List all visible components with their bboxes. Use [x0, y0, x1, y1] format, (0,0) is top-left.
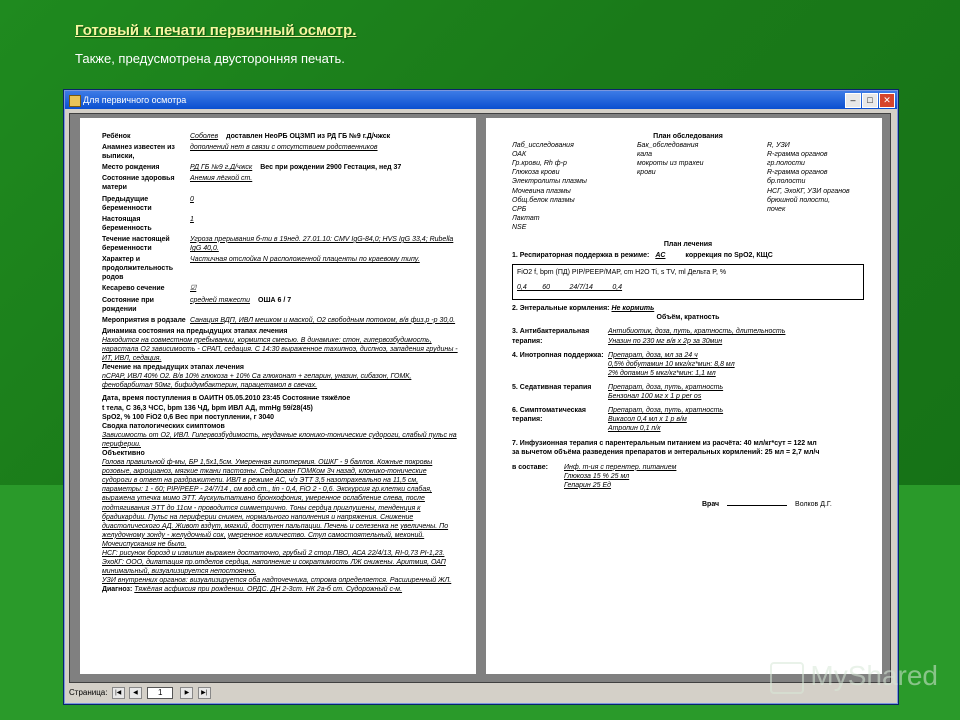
preview-area[interactable] — [69, 113, 891, 683]
page-label: Страница: — [69, 688, 108, 697]
field-label: Характер и продолжительность родов — [102, 256, 174, 282]
field-row — [102, 132, 458, 141]
watermark-text: MyShared — [810, 660, 938, 692]
minimize-button[interactable]: – — [845, 93, 861, 108]
dynamics-text: Находится на совместном пребывании, кормится смесью. В динамике: стон, гипервозбудимость, нарастала О2 зависимость - СРАП, седация. С 14:30 выраженное тахипноэ, диспноэ, западения грудины - ИТ, ИВЛ, седация. — [102, 336, 458, 363]
field-extra: ОША 6 / 7 — [258, 296, 292, 304]
objective-label: Объективно — [102, 450, 145, 457]
exam-item: гр.полости — [767, 160, 805, 168]
prev-page-button[interactable]: ◀ — [129, 687, 142, 699]
resp-support-label: 1. Респираторная поддержка в режиме: — [512, 252, 650, 260]
exam-item: бр.полости — [767, 178, 806, 186]
next-page-button[interactable]: ▶ — [180, 687, 193, 699]
exam-item: ОАК — [512, 151, 527, 159]
volume-title: Объём, кратность — [656, 314, 720, 322]
app-icon — [69, 95, 81, 107]
signature-line — [727, 505, 787, 506]
field-value — [190, 255, 458, 282]
exam-item: NSE — [512, 223, 527, 231]
page-right — [486, 118, 882, 674]
field-value-text: Соболев — [190, 133, 219, 140]
field-row — [102, 195, 458, 213]
field-value-text: средней тяжести — [190, 296, 251, 304]
exam-item: R, УЗИ — [767, 142, 790, 150]
exam-item: Лактат — [512, 214, 540, 222]
composition-item: Гепарин 25 Ед — [564, 481, 611, 489]
field-label: Ребёнок — [102, 133, 131, 140]
field-label: Кесарево сечение — [102, 285, 165, 293]
slide-subtitle: Также, предусмотрена двусторонняя печать. — [75, 51, 345, 66]
field-label: Состояние здоровья матери — [102, 175, 175, 192]
field-row — [102, 174, 458, 192]
field-row — [102, 163, 458, 172]
vitals-line-1: t тела, С 36,3 ЧСС, bpm 136 ЧД, bpm ИВЛ АД, mmHg 59/28(45) — [102, 404, 313, 412]
field-row — [102, 255, 458, 282]
therapy-item — [512, 383, 864, 401]
objective-text: Голова правильной ф-мы, БР 1,5х1,5см. Умеренная гипотермия. ОШКГ - 9 баллов. Кожные покровы розовые, акроцианоз, мягкие ткани пастозны. Седирован ГОМКом 3ч назад, клонико-тонические судороги в ответ на раздражители. ИВЛ в режиме AC, ч/з ЭТТ 3,5 назотрахеально на 11,5 см, параметры: 1 - 60; PIP/PEEP - 24/7/14 , см вод.ст., tin - 0,4, FiO 2 - 0,6. Экскурсия гр.клетки слабая, выражена утечка мимо ЭТТ. Аускультативно бронхофония, умеренное ослабление слева, после подтягивания ЭТТ до 11см - проводится симметрично. Тоны сердца приглушены, тенденция к брадикардии. Пульс на периферии снижен, нормального наполнения и напряжения. Снижение диастолического АД. Живот вздут, мягкий, доступен пальпации. Печень и селезенка не увеличены. По желудочному зонду - желудочный сок, умеренное количество. Стул самостоятельный, меконий. Мочеиспускания не было. — [102, 459, 449, 548]
field-row — [102, 235, 458, 253]
prev-treatment-text: nCPAP, ИВЛ 40% О2. В/в 10% глюкоза + 10% Са глюконат + гепарин, уназин, сибазон, ГОМК, фенобарбитал 50мг, бифидумбактерин, парацетамол в свечах. — [102, 373, 412, 390]
exam-item: Глюкоза крови — [512, 169, 560, 177]
window-titlebar[interactable] — [65, 91, 897, 109]
page-left — [80, 118, 476, 674]
watermark-icon — [770, 662, 804, 694]
left-fields — [102, 132, 458, 325]
field-value — [190, 195, 458, 213]
exam-item: почек — [767, 205, 786, 213]
field-row — [102, 296, 458, 314]
infusion-line-2: за вычетом объёма разведения препаратов и энтеральных кормлений: 25 мл = 2,7 мл/ч — [512, 449, 820, 457]
maximize-button[interactable]: □ — [862, 93, 878, 108]
admission-line: Дата, время поступления в ОАИТН 05.05.2010 23:45 Состояние тяжёлое — [102, 395, 351, 403]
resp-mode: AC — [655, 252, 666, 260]
field-value — [190, 174, 458, 192]
exam-item: R-грамма органов — [767, 151, 828, 159]
field-label: Мероприятия в родзале — [102, 316, 186, 324]
bacteriology-column — [637, 141, 767, 232]
exam-plan-title: План обследования — [653, 133, 723, 140]
field-value — [190, 143, 458, 161]
report-window — [64, 90, 898, 704]
watermark — [770, 660, 938, 694]
composition-list — [564, 463, 864, 490]
field-value-text: Анемия лёгкой ст. — [190, 175, 253, 183]
window-title: Для первичного осмотра — [83, 95, 187, 105]
doctor-label: Врач — [702, 500, 720, 508]
diagnosis-text: Тяжёлая асфиксия при рождении. ОРДС. ДН 2-3ст. НК 2а-б ст. Судорожный с-м. — [134, 586, 403, 594]
therapy-list — [512, 327, 864, 433]
field-value-text: Частичная отслойка N расположенной плаценты по краевому типу. — [190, 256, 420, 264]
vitals-line-2: SpO2, % 100 FiO2 0,6 Вес при поступлении, г 3040 — [102, 413, 275, 421]
therapy-item — [512, 327, 864, 345]
page-number-input[interactable]: 1 — [147, 687, 173, 699]
composition-item: Инф. т-ия с перентер. питанием — [564, 463, 677, 471]
diagnosis-label: Диагноз: — [102, 586, 133, 594]
exam-item: мокроты из трахеи — [637, 160, 704, 168]
exam-item: Бак_обследования — [637, 142, 699, 150]
syndromes-label: Сводка патологических симптомов — [102, 422, 225, 430]
field-value-text: Угроза прерывания б-ти в 19нед. 27.01.10: CMV IgG-84,0; HVS IgG 33,4; Rubella IgG 40,0. — [190, 235, 454, 253]
exam-item: R-грамма органов — [767, 169, 828, 177]
exam-plan-grid — [512, 141, 864, 232]
treatment-plan-title: План лечения — [663, 241, 713, 249]
exam-item: кала — [637, 151, 652, 159]
exam-item: Электролиты плазмы — [512, 178, 587, 186]
syndromes-text: Зависимость от О2, ИВЛ. Гипервозбудимость, неудачные клонико-тонические судороги, слабый пульс на периферии. — [102, 431, 457, 448]
field-label: Предыдущие беременности — [102, 195, 152, 212]
therapy-value: Препарат, доза, мл за 24 ч 0,5% добутамин 10 мкг/кг*мин: 8,8 мл 2% допамин 5 мкг/кг*мин: 1,1 мл — [608, 351, 735, 377]
enteral-value: Не кормить — [611, 305, 655, 313]
therapy-label: 5. Седативная терапия — [512, 383, 592, 391]
field-label: Течение настоящей беременности — [102, 235, 170, 253]
resp-params-header: FiO2 f, bpm (ПД) PIP/PEEP/MAP, cm H2O Ti, s TV, ml Дельта P, % — [517, 269, 727, 277]
field-label: Настоящая беременность — [102, 215, 152, 232]
exam-item: Гр.крови, Rh ф-р — [512, 160, 567, 168]
exam-item: брюшной полости, — [767, 196, 831, 204]
exam-item: крови — [637, 169, 656, 177]
therapy-label: 4. Инотропная поддержка: — [512, 351, 604, 359]
therapy-value: Препарат, доза, путь, кратность Викасол 0,4 мл х 1 р в/м Атропин 0,1 п/к — [608, 407, 724, 433]
last-page-button[interactable]: ▶| — [198, 687, 211, 699]
exam-item: Мочевина плазмы — [512, 187, 571, 195]
exam-item: СРБ — [512, 205, 527, 213]
therapy-item — [512, 351, 864, 378]
field-extra: доставлен НеоРБ ОЦЗМП из РД ГБ №9 г.Д/чжск — [226, 133, 391, 140]
exam-item: НСГ, ЭхоКГ, УЗИ органов — [767, 187, 850, 195]
field-value — [190, 132, 458, 141]
field-value-text: Санация ВДП, ИВЛ мешком и маской, О2 свободным потоком, в/в физ.р -р 30,0. — [190, 316, 456, 324]
doctor-name: Волков Д.Г. — [795, 500, 832, 508]
field-value-text: ☑ — [190, 285, 197, 293]
field-row — [102, 143, 458, 161]
field-label: Анамнез известен из выписки, — [102, 144, 175, 161]
field-value — [190, 296, 458, 314]
therapy-value: Препарат, доза, путь, кратность Бензонал 100 мг х 1 р per os — [608, 383, 724, 400]
close-button[interactable]: ✕ — [879, 93, 895, 108]
exam-item: Общ.белок плазмы — [512, 196, 575, 204]
composition-item: Глюкоза 15 % 25 мл — [564, 472, 630, 480]
statusbar — [69, 685, 211, 701]
field-label: Место рождения — [102, 164, 160, 172]
therapy-label: 3. Антибактериальная терапия: — [512, 328, 590, 345]
exam-item: Лаб_исследования — [512, 142, 574, 150]
dynamics-label: Динамика состояния на предыдущих этапах лечения — [102, 327, 288, 335]
field-label: Состояние при рождении — [102, 296, 154, 313]
therapy-item — [512, 406, 864, 433]
field-value — [190, 215, 458, 233]
field-extra: Вес при рождении 2900 Гестация, нед 37 — [260, 164, 402, 172]
field-value — [190, 316, 458, 325]
us-text: УЗИ внутренних органов: визуализируется оба надпочечника, строма определяется. Расширенный ЖЛ. — [102, 577, 452, 585]
field-row — [102, 316, 458, 325]
prev-treatment-label: Лечение на предыдущих этапах лечения — [102, 364, 245, 372]
resp-params-box — [512, 264, 864, 300]
nsg-text: НСГ: рисунок борозд и извилин выражен достаточно, грубый 2 стор.ПВО, АСА 22/4/13, RI-0,73 PI-1,23. — [102, 550, 445, 558]
slide-title: Готовый к печати первичный осмотр. — [75, 22, 357, 39]
composition-label: в составе: — [512, 463, 548, 471]
field-value — [190, 163, 458, 172]
therapy-label: 6. Симптоматическая терапия: — [512, 407, 587, 424]
enteral-label: 2. Энтеральные кормления: — [512, 305, 610, 313]
resp-correction: коррекция по SpO2, КЩС — [685, 252, 773, 260]
imaging-column — [767, 141, 882, 232]
lab-column — [512, 141, 637, 232]
field-value-text: 0 — [190, 195, 194, 203]
field-row — [102, 284, 458, 293]
field-value-text: дополнений нет в связи с отсутствием родственников — [190, 144, 378, 152]
field-value — [190, 235, 458, 253]
field-value-text: РД ГБ №9 г.Д/чжск — [190, 164, 253, 172]
first-page-button[interactable]: |◀ — [112, 687, 125, 699]
echo-text: ЭхоКГ: ООО, дилатация пр.отделов сердца, наполнение и сократимость ЛЖ снижены. Аритмия, ОАП минимальный, визуализируется непостоянно. — [102, 559, 446, 576]
therapy-value: Антибиотик, доза, путь, кратность, длительность Уназин по 230 мг в/в х 2р за 30мин — [608, 328, 786, 345]
field-value — [190, 284, 458, 293]
resp-params-values: 0,4 60 24/7/14 0,4 — [517, 284, 623, 292]
field-row — [102, 215, 458, 233]
field-value-text: 1 — [190, 215, 194, 223]
infusion-line-1: 7. Инфузионная терапия с парентеральным питанием из расчёта: 40 мл/кг*сут = 122 мл — [512, 440, 817, 448]
